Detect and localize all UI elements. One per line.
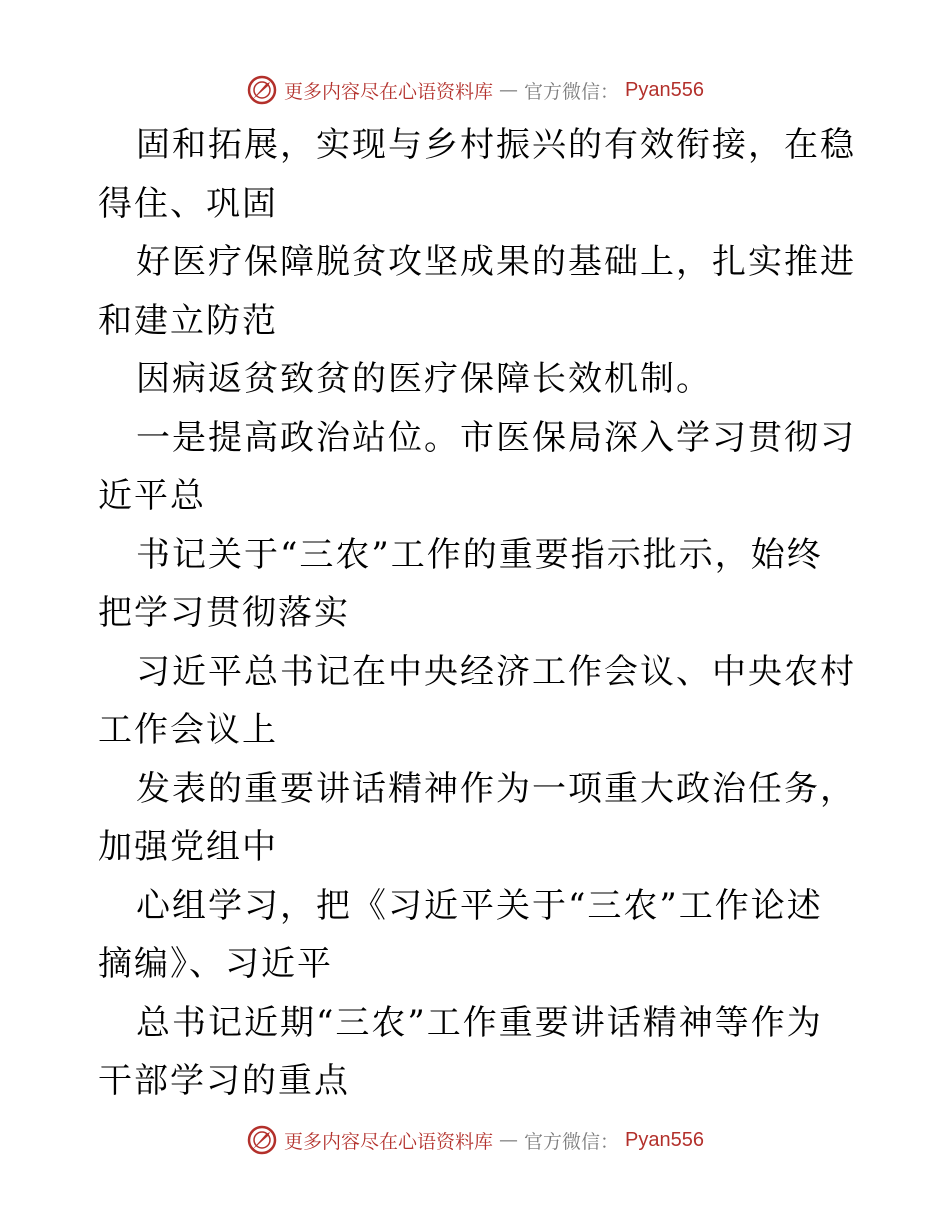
header-banner-wechat-label: 官方微信： — [524, 80, 620, 103]
paragraph: 心组学习，把《习近平关于“三农”工作论述摘编》、习近平 — [98, 885, 823, 984]
header-banner — [0, 70, 950, 110]
paragraph: 习近平总书记在中央经济工作会议、中央农村工作会议上 — [98, 651, 856, 750]
footer-banner-wechat-id: Pyan556 — [625, 1128, 704, 1151]
footer-banner-content — [246, 1124, 704, 1156]
document-body — [98, 116, 858, 1111]
paragraph: 发表的重要讲话精神作为一项重大政治任务，加强党组中 — [98, 768, 856, 867]
header-banner-content — [246, 74, 704, 106]
paragraph: 书记关于“三农”工作的重要指示批示，始终把学习贯彻落实 — [98, 534, 823, 633]
brand-logo-icon — [246, 74, 278, 106]
paragraph: 总书记近期“三农”工作重要讲话精神等作为干部学习的重点 — [98, 1002, 823, 1101]
paragraph: 固和拓展，实现与乡村振兴的有效衔接，在稳得住、巩固 — [98, 125, 856, 224]
footer-banner-wechat-label: 官方微信： — [524, 1130, 620, 1153]
footer-banner-dash: — — [499, 1129, 519, 1151]
paragraph: 好医疗保障脱贫攻坚成果的基础上，扎实推进和建立防范 — [98, 242, 856, 341]
header-banner-dash: — — [499, 79, 519, 101]
brand-logo-icon — [246, 1124, 278, 1156]
footer-banner — [0, 1120, 950, 1160]
header-banner-text: 更多内容尽在心语资料库 — [284, 80, 494, 103]
paragraph: 一是提高政治站位。市医保局深入学习贯彻习近平总 — [98, 417, 856, 516]
header-banner-wechat-id: Pyan556 — [625, 78, 704, 101]
paragraph: 因病返贫致贫的医疗保障长效机制。 — [136, 359, 712, 399]
footer-banner-text: 更多内容尽在心语资料库 — [284, 1130, 494, 1153]
